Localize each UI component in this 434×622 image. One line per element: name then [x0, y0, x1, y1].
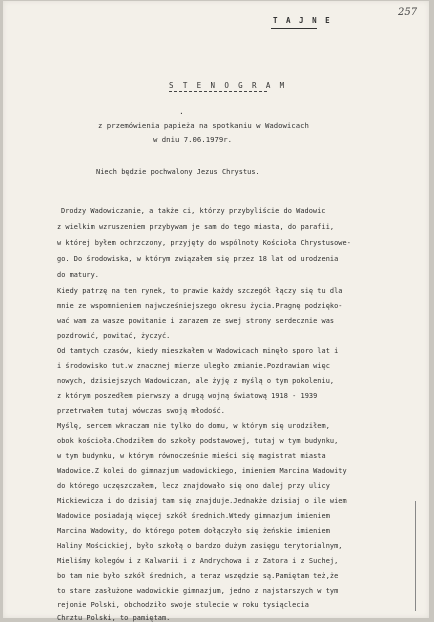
body-line: w której byłem ochrzczony, przyjęty do wspólnoty Kościoła Chrystusowe- [57, 239, 351, 247]
body-line: Mieliśmy kolegów i z Kalwarii i z Andrychowa i z Zatora i z Suchej, [57, 557, 339, 565]
body-line: to stare zasłużone wadowickie gimnazjum, jedno z najstarszych w tym [57, 587, 339, 595]
body-line: obok kościoła.Chodziłem do szkoły podstawowej, tutaj w tym budynku, [57, 437, 339, 445]
body-line: rejonie Polski, obchodziło swoje stulecie w roku tysiąclecia [57, 601, 309, 609]
body-line: pozdrowić, powitać, życzyć. [57, 332, 171, 340]
body-line: Drodzy Wadowiczanie, a także ci, którzy przybyliście do Wadowic [61, 207, 326, 215]
body-line: Mickiewicza i do dzisiaj tam się znajduje.Jednakże dzisiaj o ile wiem [57, 497, 347, 505]
body-line: Kiedy patrzę na ten rynek, to prawie każdy szczegół łączy się tu dla [57, 287, 343, 295]
page-number: 257 [398, 7, 418, 18]
classification-marker: T A J N E [273, 16, 332, 25]
body-line: Marcina Wadowity, do którego potem dołączyło się żeńskie imieniem [57, 527, 330, 535]
body-line: do którego uczęszczałem, lecz znajdowało się ono dalej przy ulicy [57, 482, 330, 490]
body-line: Myślę, sercem wkraczam nie tylko do domu, w którym się urodziłem, [57, 422, 330, 430]
body-line: w tym budynku, w którym równocześnie mieści się magistrat miasta [57, 452, 326, 460]
margin-line [415, 501, 416, 611]
body-line: Chrztu Polski, to pamiętam. [57, 614, 171, 622]
body-line: Wadowice posiadają więcej szkół średnich.Wtedy gimnazjum imieniem [57, 512, 330, 520]
body-line: z którym poszedłem pierwszy a drugą wojną światową 1918 - 1939 [57, 392, 318, 400]
subtitle-line-1: z przemówienia papieża na spotkaniu w Wadowicach [98, 121, 309, 130]
document-page [3, 1, 429, 622]
body-line: nowych, dzisiejszych Wadowiczan, ale żyję z myślą o tym pokoleniu, [57, 377, 335, 385]
subtitle-line-2: w dniu 7.06.1979r. [153, 135, 233, 144]
body-line: go. Do środowiska, w którym związałem się przez 18 lat od urodzenia [57, 255, 339, 263]
body-line: przetrwałem tutaj wówczas swoją młodość. [57, 407, 225, 415]
title-underline [169, 91, 267, 92]
body-line: i środowisko tut.w znacznej mierze uległo zmianie.Pozdrawiam więc [57, 362, 330, 370]
body-line: Od tamtych czasów, kiedy mieszkałem w Wadowicach minęło sporo lat i [57, 347, 339, 355]
body-line: bo tam nie było szkół średnich, a teraz wszędzie są.Pamiętam też,że [57, 572, 339, 580]
greeting: Niech będzie pochwalony Jezus Chrystus. [96, 168, 260, 176]
ink-dot: · [179, 109, 184, 118]
body-line: Haliny Mościckiej, było szkołą o bardzo dużym zasięgu terytorialnym, [57, 542, 343, 550]
body-line: Wadowice.Z kolei do gimnazjum wadowickiego, imieniem Marcina Wadowity [57, 467, 347, 475]
body-line: do matury. [57, 271, 99, 279]
body-line: wać wam za wasze powitanie i zarazem ze swej strony serdecznie was [57, 317, 335, 325]
body-line: z wielkim wzruszeniem przybywam je sam do tego miasta, do parafii, [57, 223, 335, 231]
body-line: mnie ze wspomnieniem najwcześniejszego okresu życia.Pragnę podzięko- [57, 302, 343, 310]
document-title: S T E N O G R A M [169, 81, 287, 90]
marker-underline [271, 28, 317, 29]
